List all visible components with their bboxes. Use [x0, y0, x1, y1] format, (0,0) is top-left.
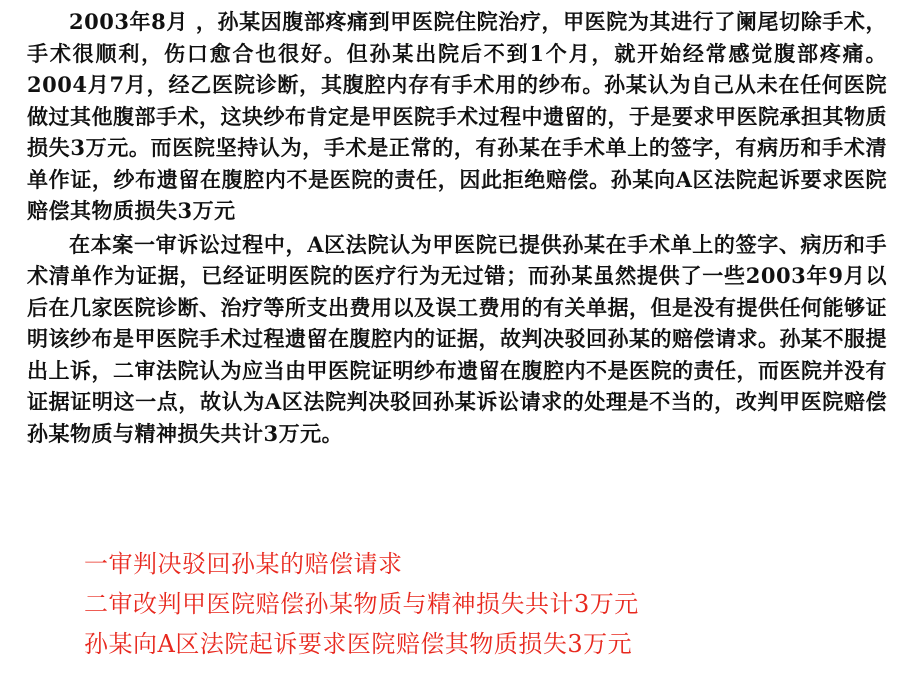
- summary-second-instance: 二审改判甲医院赔偿孙某物质与精神损失共计3万元: [84, 590, 639, 618]
- summary-first-instance: 一审判决驳回孙某的赔偿请求: [84, 550, 403, 578]
- judgment-summary: [84, 544, 884, 664]
- summary-lawsuit-claim: 孙某向A区法院起诉要求医院赔偿其物质损失3万元: [84, 630, 633, 658]
- case-description: [27, 6, 887, 449]
- case-paragraph-judgments: 在本案一审诉讼过程中，A区法院认为甲医院已提供孙某在手术单上的签字、病历和手术清单作为证据，已经证明医院的医疗行为无过错；而孙某虽然提供了一些2003年9月以后在几家医院诊断、治疗等所支出费用以及误工费用的有关单据，但是没有提供任何能够证明该纱布是甲医院手术过程遗留在腹腔内的证据，故判决驳回孙某的赔偿请求。孙某不服提出上诉，二审法院认为应当由甲医院证明纱布遗留在腹腔内不是医院的责任，而医院并没有证据证明这一点，故认为A区法院判决驳回孙某诉讼请求的处理是不当的，改判甲医院赔偿孙某物质与精神损失共计3万元。: [27, 231, 887, 446]
- case-paragraph-facts: 2003年8月 ，孙某因腹部疼痛到甲医院住院治疗，甲医院为其进行了阑尾切除手术，手术很顺利，伤口愈合也很好。但孙某出院后不到1个月，就开始经常感觉腹部疼痛。2004月7月，经乙医院诊断，其腹腔内存有手术用的纱布。孙某认为自己从未在任何医院做过其他腹部手术，这块纱布肯定是甲医院手术过程中遗留的，于是要求甲医院承担其物质损失3万元。而医院坚持认为，手术是正常的，有孙某在手术单上的签字，有病历和手术清单作证，纱布遗留在腹腔内不是医院的责任，因此拒绝赔偿。孙某向A区法院起诉要求医院赔偿其物质损失3万元: [27, 9, 887, 223]
